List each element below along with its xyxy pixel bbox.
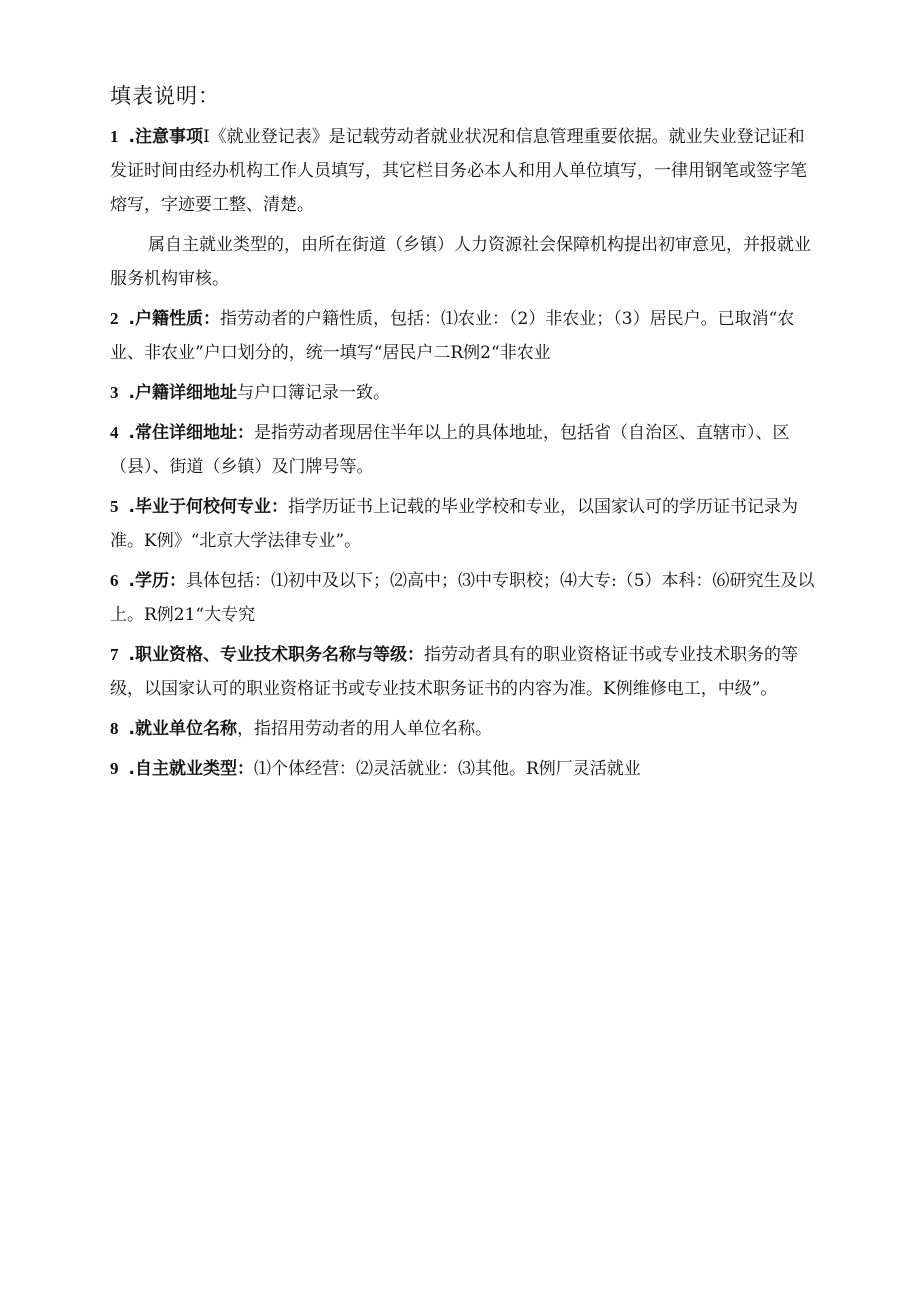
item-term: .就业单位名称 xyxy=(128,719,237,739)
page-heading: 填表说明： xyxy=(110,84,220,108)
instruction-item-2 xyxy=(110,302,820,370)
item-number: 5 xyxy=(110,497,119,516)
item-number: 1 xyxy=(110,127,119,146)
instruction-item-7 xyxy=(110,638,820,706)
instruction-note: 属自主就业类型的，由所在街道（乡镇）人力资源社会保障机构提出初审意见，并报就业服务机构审核。 xyxy=(110,235,811,289)
item-text: 具体包括：⑴初中及以下；⑵高中；⑶中专职校；⑷大专:（5）本科：⑹研究生及以上。R例21“大专究 xyxy=(110,571,815,625)
item-term: .自主就业类型： xyxy=(128,759,254,779)
instruction-item-8 xyxy=(110,712,820,746)
instruction-item-1 xyxy=(110,120,820,222)
item-number: 2 xyxy=(110,309,119,328)
instruction-item-9 xyxy=(110,752,820,786)
item-number: 7 xyxy=(110,645,119,664)
item-text: 指劳动者的户籍性质，包括：⑴农业：（2）非农业；（3）居民户。已取消“农业、非农业”户口划分的，统一填写“居民户二R例2“非农业 xyxy=(110,309,795,363)
instruction-item-5 xyxy=(110,490,820,558)
item-text: I《就业登记表》是记载劳动者就业状况和信息管理重要依据。就业失业登记证和发证时间由经办机构工作人员填写，其它栏目务必本人和用人单位填写，一律用钢笔或签字笔熔写，字迹要工整、清楚。 xyxy=(110,127,807,215)
item-term: .职业资格、专业技术职务名称与等级： xyxy=(128,645,424,665)
item-text: 指劳动者具有的职业资格证书或专业技术职务的等级，以国家认可的职业资格证书或专业技术职务证书的内容为准。K例维修电工，中级”。 xyxy=(110,645,798,699)
item-text: ，指招用劳动者的用人单位名称。 xyxy=(236,719,492,739)
instruction-item-4 xyxy=(110,416,820,484)
item-text: ⑴个体经营：⑵灵活就业：⑶其他。R例厂灵活就业 xyxy=(253,759,641,779)
instructions-body xyxy=(110,120,820,792)
item-term: .毕业于何校何专业： xyxy=(128,497,288,517)
item-term: .常住详细地址： xyxy=(128,423,254,443)
item-text: 指学历证书上记载的毕业学校和专业，以国家认可的学历证书记录为准。K例》“北京大学法律专业”。 xyxy=(110,497,798,551)
item-text: 与户口簿记录一致。 xyxy=(236,383,390,403)
item-term: .注意事项 xyxy=(128,127,203,147)
item-text: 是指劳动者现居住半年以上的具体地址，包括省（自治区、直辖市）、区（县）、街道（乡镇）及门牌号等。 xyxy=(110,423,790,477)
item-term: .户籍详细地址 xyxy=(128,383,237,403)
item-term: .户籍性质： xyxy=(128,309,220,329)
item-number: 6 xyxy=(110,571,119,590)
item-term: .学历： xyxy=(128,571,186,591)
instruction-item-6 xyxy=(110,564,820,632)
item-number: 4 xyxy=(110,423,119,442)
item-number: 8 xyxy=(110,719,119,738)
instruction-item-3 xyxy=(110,376,820,410)
item-number: 9 xyxy=(110,759,119,778)
item-number: 3 xyxy=(110,383,119,402)
